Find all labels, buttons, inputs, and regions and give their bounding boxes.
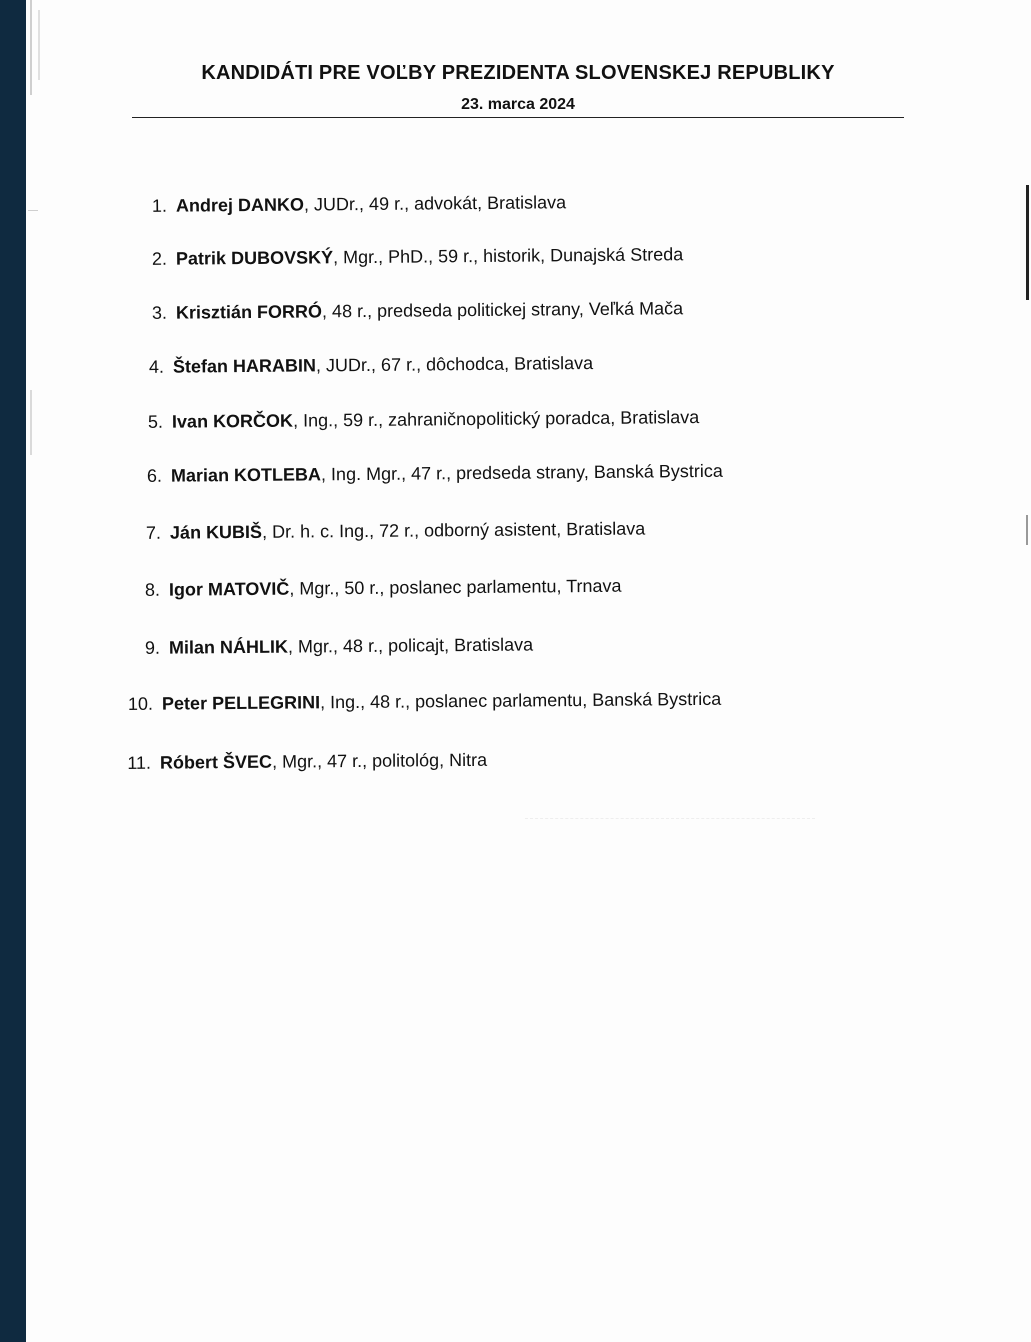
candidate-item [130,576,622,601]
candidate-item [121,750,487,774]
candidate-details: , 48 r., predseda politickej strany, Veľká Mača [321,298,684,322]
candidate-details: , JUDr., 67 r., dôchodca, Bratislava [315,352,594,376]
candidate-number: 11. [127,752,152,773]
candidate-number: 2. [151,248,168,269]
candidate-item [137,192,566,217]
candidate-details: , Mgr., 50 r., poslanec parlamentu, Trnava [289,575,622,599]
candidate-name: Patrik DUBOVSKÝ [175,247,334,269]
candidate-name: Milan NÁHLIK [168,636,289,658]
candidate-item [123,689,721,715]
candidate-details: , JUDr., 49 r., advokát, Bratislava [303,192,567,215]
candidate-name: Ivan KORČOK [171,410,294,432]
candidate-item [134,353,593,378]
document-date: 23. marca 2024 [461,96,575,113]
candidate-details: , Mgr., 47 r., politológ, Nitra [271,749,488,772]
candidate-name: Marian KOTLEBA [170,464,322,486]
candidate-name: Róbert ŠVEC [159,751,273,773]
candidate-details: , Dr. h. c. Ing., 72 r., odborný asistent, Bratislava [261,518,646,542]
document-title: KANDIDÁTI PRE VOĽBY PREZIDENTA SLOVENSKEJ REPUBLIKY [201,62,835,84]
candidate-item [133,407,699,433]
candidate-name: Krisztián FORRÓ [175,301,323,323]
candidate-item [137,244,683,270]
candidate-number: 8. [144,579,161,600]
candidate-details: , Ing., 48 r., poslanec parlamentu, Banská Bystrica [319,688,722,713]
candidate-item [132,461,723,487]
candidate-number: 1. [151,195,168,216]
candidate-number: 9. [144,637,161,658]
candidate-item [137,298,683,324]
candidate-number: 7. [145,522,162,543]
candidate-name: Štefan HARABIN [172,355,317,377]
candidate-number: 4. [148,356,165,377]
candidate-details: , Ing., 59 r., zahraničnopolitický poradca, Bratislava [292,407,700,431]
candidate-number: 10. [127,693,154,714]
candidate-number: 5. [147,411,164,432]
candidate-name: Ján KUBIŠ [169,521,263,543]
candidate-details: , Mgr., PhD., 59 r., historik, Dunajská Streda [332,244,684,268]
candidate-details: , Mgr., 48 r., policajt, Bratislava [287,634,534,657]
candidate-item [130,634,533,659]
candidate-name: Peter PELLEGRINI [161,692,321,714]
candidate-item [131,519,645,544]
candidate-name: Igor MATOVIČ [168,578,290,600]
candidate-name: Andrej DANKO [175,194,305,216]
candidate-number: 3. [151,302,168,323]
candidate-details: , Ing. Mgr., 47 r., predseda strany, Banská Bystrica [320,460,723,485]
candidate-number: 6. [146,465,163,486]
